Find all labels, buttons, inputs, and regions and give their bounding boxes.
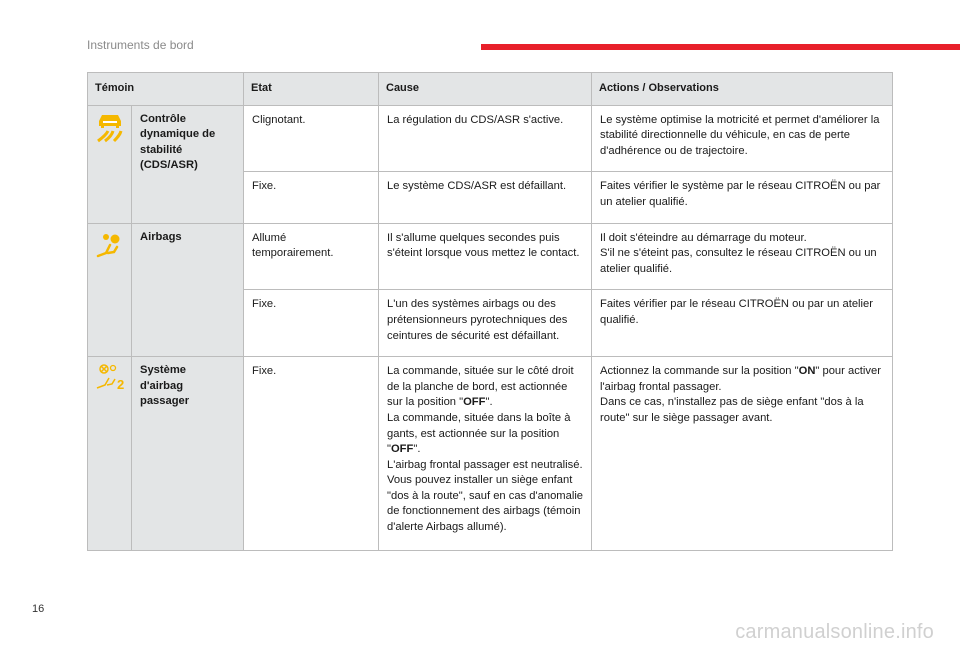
text-span: ". La commande, située dans la boîte à gants, est actionnée sur la position ": [387, 396, 571, 456]
warning-lamps-table: [87, 72, 893, 551]
off-label: OFF: [390, 443, 414, 456]
icon-cell: [88, 223, 132, 357]
text-span: Actionnez la commande sur la position ": [600, 365, 799, 378]
watermark: carmanualsonline.info: [735, 621, 934, 643]
text-span: " pour activer l'airbag frontal passager. Dans ce cas, n'installez pas de siège enfant "dos à la route" sur le siège passager avant.: [600, 365, 881, 424]
cause-cell: Il s'allume quelques secondes puis s'éteint lorsque vous mettez le contact.: [379, 223, 592, 290]
airbag-icon: [94, 228, 126, 260]
text-span: ". L'airbag frontal passager est neutralisé. Vous pouvez installer un siège enfant "dos à la route", sauf en cas d'anomalie de fonctionnement des airbags (témoin d'alerte Airbags allumé).: [387, 443, 584, 534]
column-header-temoin: Témoin: [88, 73, 244, 106]
svg-text:2: 2: [116, 377, 124, 393]
passenger-airbag-off-icon: [93, 361, 127, 393]
action-cell: [592, 357, 893, 551]
etat-cell: Allumé temporairement.: [244, 223, 379, 290]
table-header-row: [88, 73, 893, 106]
etat-cell: Fixe.: [244, 357, 379, 551]
table-row: [88, 105, 893, 172]
action-cell: Il doit s'éteindre au démarrage du moteur. S'il ne s'éteint pas, consultez le réseau CITROËN ou un atelier qualifié.: [592, 223, 893, 290]
cause-cell: L'un des systèmes airbags ou des prétensionneurs pyrotechniques des ceintures de sécurité est défaillant.: [379, 290, 592, 357]
action-cell: Faites vérifier le système par le réseau CITROËN ou par un atelier qualifié.: [592, 172, 893, 223]
icon-cell: [88, 357, 132, 551]
icon-cell: [88, 105, 132, 223]
off-label: OFF: [463, 396, 486, 409]
table-row: [88, 223, 893, 290]
cause-cell: [379, 357, 592, 551]
column-header-cause: Cause: [379, 73, 592, 106]
section-accent-bar: [481, 44, 960, 50]
action-cell: Le système optimise la motricité et permet d'améliorer la stabilité directionnelle du véhicule, en cas de perte d'adhérence ou de trajectoire.: [592, 105, 893, 172]
lamp-name: Contrôle dynamique de stabilité (CDS/ASR): [132, 105, 244, 223]
column-header-etat: Etat: [244, 73, 379, 106]
action-cell: Faites vérifier par le réseau CITROËN ou par un atelier qualifié.: [592, 290, 893, 357]
skidding-car-icon: [93, 110, 127, 144]
etat-cell: Fixe.: [244, 290, 379, 357]
etat-cell: Clignotant.: [244, 105, 379, 172]
page-number: 16: [32, 603, 45, 615]
etat-cell: Fixe.: [244, 172, 379, 223]
section-title: Instruments de bord: [87, 38, 194, 52]
column-header-actions: Actions / Observations: [592, 73, 893, 106]
lamp-name: Système d'airbag passager: [132, 357, 244, 551]
lamp-name: Airbags: [132, 223, 244, 357]
text-span: La commande, située sur le côté droit de la planche de bord, est actionnée sur la position ": [387, 365, 574, 409]
table-row: [88, 357, 893, 551]
cause-cell: Le système CDS/ASR est défaillant.: [379, 172, 592, 223]
cause-cell: La régulation du CDS/ASR s'active.: [379, 105, 592, 172]
on-label: ON: [798, 365, 816, 378]
